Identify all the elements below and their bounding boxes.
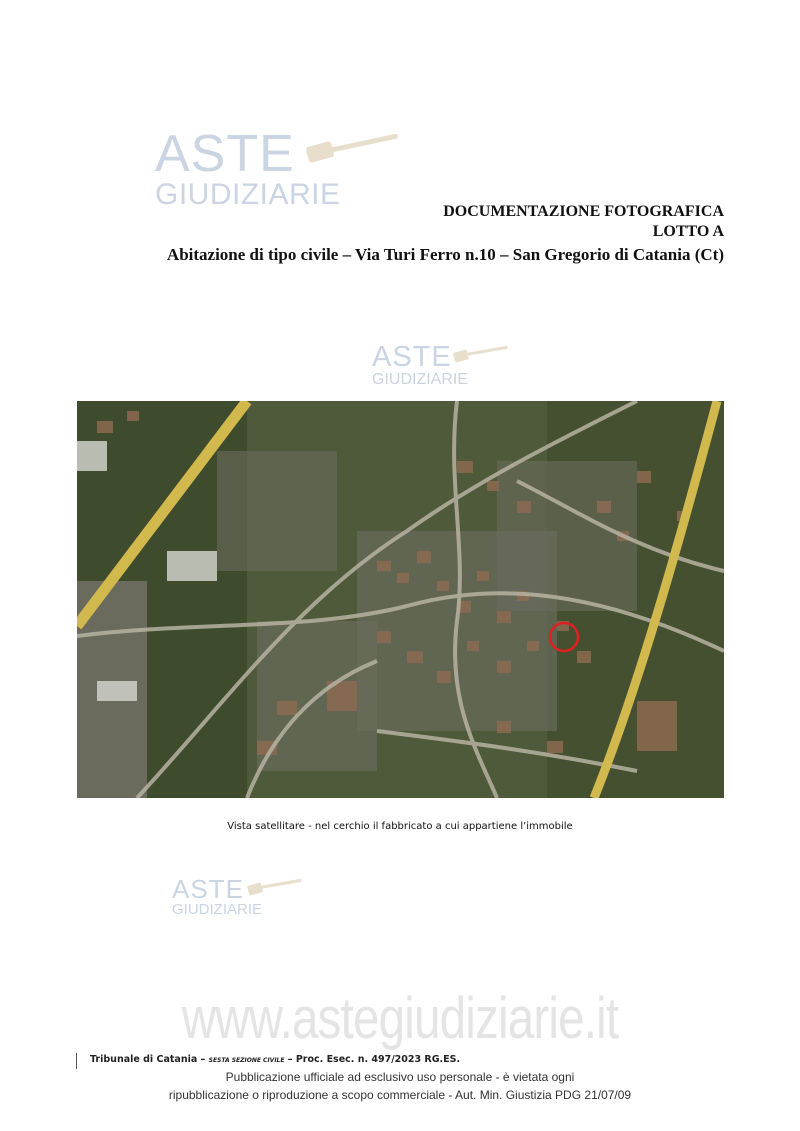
- logo-line2: GIUDIZIARIE: [155, 178, 341, 211]
- logo-line2: GIUDIZIARIE: [372, 371, 469, 388]
- logo-line1: ASTE: [172, 874, 244, 904]
- site-watermark: www.astegiudiziarie.it: [181, 986, 619, 1051]
- logo-line1: ASTE: [155, 125, 295, 183]
- lot-label: LOTTO A: [652, 223, 724, 240]
- aste-giudiziarie-logo-top: [155, 125, 341, 211]
- document-title: DOCUMENTAZIONE FOTOGRAFICA: [443, 203, 724, 220]
- satellite-map-image: [77, 401, 724, 798]
- gavel-icon: [448, 345, 512, 369]
- court-section: SESTA SEZIONE CIVILE: [208, 1057, 285, 1064]
- logo-line1: ASTE: [372, 341, 452, 373]
- property-address: Abitazione di tipo civile – Via Turi Ferro n.10 – San Gregorio di Catania (Ct): [166, 245, 724, 264]
- court-suffix: – Proc. Esec. n. 497/2023 RG.ES.: [284, 1054, 461, 1065]
- disclaimer-line-2: ripubblicazione o riproduzione a scopo commerciale - Aut. Min. Giustizia PDG 21/07/09: [168, 1088, 632, 1102]
- court-prefix: Tribunale di Catania –: [90, 1054, 209, 1065]
- figure-caption: Vista satellitare - nel cerchio il fabbricato a cui appartiene l’immobile: [227, 821, 573, 832]
- logo-line2: GIUDIZIARIE: [172, 901, 263, 918]
- aste-giudiziarie-logo-bottom: [172, 876, 262, 917]
- footer-divider: [76, 1053, 77, 1069]
- aste-giudiziarie-logo-middle: [372, 343, 468, 388]
- gavel-icon: [242, 878, 306, 902]
- disclaimer-line-1: Pubblicazione ufficiale ad esclusivo uso personale - è vietata ogni: [225, 1070, 575, 1084]
- gavel-icon: [293, 134, 403, 174]
- court-reference: [90, 1054, 460, 1065]
